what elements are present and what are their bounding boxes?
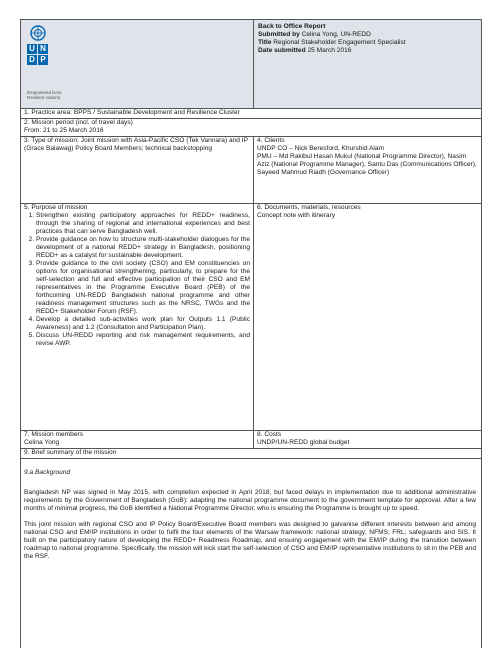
members-value: Celina Yong	[24, 439, 60, 446]
documents-label: 6. Documents, materials, resources	[257, 204, 361, 211]
mission-period-label: 2. Mission period (incl. of travel days)	[24, 119, 133, 126]
type-clients-row	[21, 137, 481, 204]
logo-tagline: Empowered lives. Resilient nations.	[27, 90, 63, 100]
costs-value: UNDP/UN-REDD global budget	[257, 439, 350, 446]
report-title: Back to Office Report	[258, 23, 326, 30]
members-costs-row	[21, 431, 481, 449]
report-header	[21, 20, 481, 109]
practice-area-row	[21, 109, 481, 119]
submitted-by-label: Submitted by	[258, 31, 300, 38]
summary-subheading: 9.a Background	[24, 469, 71, 476]
documents-value: Concept note with itinerary	[257, 212, 336, 219]
purpose-item: 3. Provide guidance to the civil society (CSO) and EM constituencies on options for organisational strengthening, particularly, to prepare for the self-selection and full and effective participation of their CSO and EM representatives in the Programme Executive Board (PEB) of the forthcoming UN-REDD Bangladesh national programme and other readiness management structures such as the NRSC, TWGs and the REDD+ Stakeholder Forum (RSF).	[36, 260, 250, 316]
practice-area: 1. Practice area: BPPS / Sustainable Development and Resilience Cluster	[24, 109, 240, 116]
report-info	[254, 20, 481, 108]
undp-logo	[27, 24, 51, 65]
title-value: Regional Stakeholder Engagement Specialist	[273, 39, 406, 46]
purpose-list	[24, 212, 250, 348]
logo-panel	[21, 20, 254, 108]
mission-period-row	[21, 119, 481, 137]
un-emblem-icon	[27, 24, 49, 42]
purpose-label: 5. Purpose of mission	[24, 204, 88, 211]
purpose-documents-row	[21, 204, 481, 431]
logo-letter: P	[38, 55, 48, 65]
clients-label: 4. Clients	[257, 137, 285, 144]
purpose-item: 5. Discuss UN-REDD reporting and risk management requirements, and revise AWP.	[36, 332, 250, 348]
logo-letter: U	[27, 44, 37, 54]
members-label: 7. Mission members	[24, 431, 83, 438]
summary-header-row	[21, 449, 481, 459]
clients-line: UNDP CO – Nick Beresford, Khurshid Alam	[257, 145, 385, 152]
purpose-item: 2. Provide guidance on how to structure multi-stakeholder dialogues for the development of a national REDD+ strategy in Bangladesh, positioning REDD+ as a catalyst for sustainable development.	[36, 236, 250, 260]
report-form	[20, 19, 482, 648]
date-label: Date submitted	[258, 47, 306, 54]
summary-paragraph: This joint mission with regional CSO and IP Policy Board/Executive Board members was designed to galvanise different interests between and among national CSO and EM/IP institutions in order to fulfil the four elements of the Warsaw framework: national strategy; NFMS; FRL; safeguards and SIS. It built on the participatory nature of developing the REDD+ Readiness Roadmap, and ensuing engagement with the EM/IP during the transition between roadmap to national programme. Specifically, the mission will kick start the self-selection of CSO and EM/IP representative institutions to sit in the PEB and the RSF.	[24, 521, 476, 560]
submitted-by-value: Celina Yong, UN-REDD	[301, 31, 371, 38]
logo-letter: D	[27, 55, 37, 65]
summary-paragraph: Bangladesh NP was signed in May 2015, with completion expected in April 2018, but faced delays in implementation due to additional administrative requirements by the Government of Bangladesh (GoB): adapting the national programme document to the government template for approval. After a few months of minimal progress, the GoB identified a National Programme Director, who is ensuring the Programme is brought up to speed.	[24, 489, 476, 512]
clients-line: PMU – Md Rakibul Hasan Mukul (National Programme Director), Nasim Aziz (National Programme Manager), Santu Das (Communications Officer), Sayeed Mahmud Riadh (Governance Officer)	[257, 153, 477, 176]
purpose-item: 1. Strengthen existing participatory approaches for REDD+ readiness, through the sharing of regional and international experiences and best practices that can serve Bangladesh well.	[36, 212, 250, 236]
costs-label: 8. Costs	[257, 431, 282, 438]
summary-label: 9. Brief summary of the mission	[24, 449, 117, 456]
title-label: Title	[258, 39, 272, 46]
purpose-item: 4. Develop a detailed sub-activities work plan for Outputs 1.1 (Public Awareness) and 1.2 (Consultation and Participation Plan).	[36, 316, 250, 332]
mission-period-value: From: 21 to 25 March 2016	[24, 127, 104, 134]
logo-letter: N	[38, 44, 48, 54]
summary-body	[21, 459, 481, 648]
date-value: 25 March 2016	[307, 47, 352, 54]
mission-type: 3. Type of mission: Joint mission with Asia-Pacific CSO (Tek Vannara) and IP (Grace Balawag) Policy Board Members; technical backstopping	[24, 137, 248, 152]
